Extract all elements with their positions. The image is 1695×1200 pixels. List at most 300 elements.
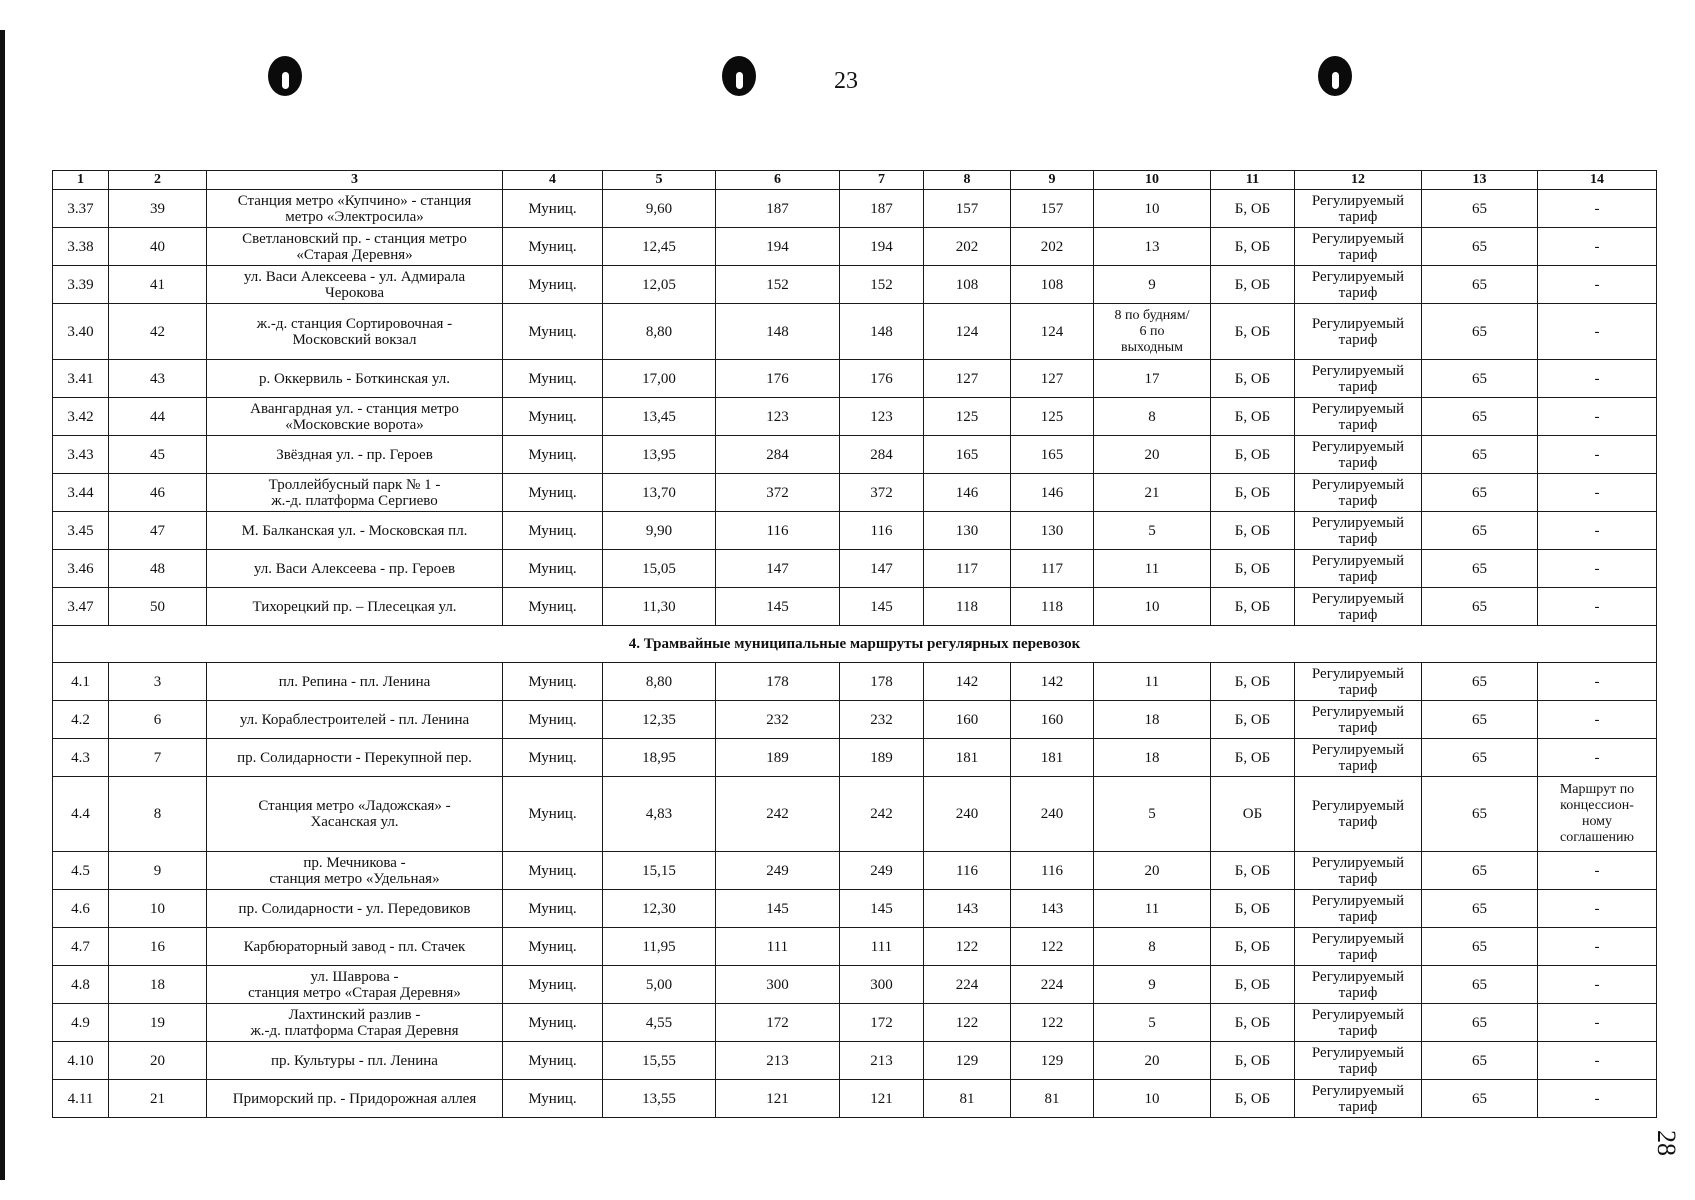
table-cell-col4: Муниц.: [503, 360, 603, 398]
table-cell-col1: 4.5: [53, 852, 109, 890]
table-cell-col5: 8,80: [603, 663, 716, 701]
punch-hole-icon: [268, 56, 302, 96]
table-cell-col7: 116: [840, 512, 924, 550]
cell-line: тариф: [1338, 284, 1378, 301]
table-cell-col6: 178: [716, 663, 840, 701]
table-cell-col13: 65: [1422, 360, 1538, 398]
table-row: [53, 550, 1657, 588]
table-cell-col2: 19: [109, 1004, 207, 1042]
table-cell-col5: 18,95: [603, 739, 716, 777]
table-cell-col7: 232: [840, 701, 924, 739]
cell-line: станция метро «Старая Деревня»: [248, 984, 461, 1001]
table-row: [53, 228, 1657, 266]
table-cell-col10: 18: [1094, 739, 1211, 777]
table-cell-col8: 181: [924, 739, 1011, 777]
table-cell-col7: 300: [840, 966, 924, 1004]
table-cell-col6: 145: [716, 890, 840, 928]
table-cell-col7: 145: [840, 588, 924, 626]
table-row: [53, 701, 1657, 739]
column-header: 8: [924, 171, 1011, 190]
table-cell-col5: 17,00: [603, 360, 716, 398]
table-cell-col1: 4.1: [53, 663, 109, 701]
column-header: 5: [603, 171, 716, 190]
table-cell-col13: 65: [1422, 739, 1538, 777]
table-cell-col6: 145: [716, 588, 840, 626]
table-cell-col9: 116: [1011, 852, 1094, 890]
cell-line: Звёздная ул. - пр. Героев: [276, 446, 433, 463]
table-cell-col10: 10: [1094, 1080, 1211, 1118]
cell-line: Регулируемый: [1311, 552, 1405, 569]
table-cell-col11: Б, ОБ: [1211, 436, 1295, 474]
table-cell-col5: 12,35: [603, 701, 716, 739]
table-cell-col8: 108: [924, 266, 1011, 304]
column-header: 10: [1094, 171, 1211, 190]
table-cell-col14: -: [1538, 739, 1657, 777]
table-cell-col5: 9,90: [603, 512, 716, 550]
table-cell-col9: 157: [1011, 190, 1094, 228]
table-cell-col6: 300: [716, 966, 840, 1004]
cell-line: тариф: [1338, 946, 1378, 963]
table-cell-col14: -: [1538, 663, 1657, 701]
table-cell-col6: 194: [716, 228, 840, 266]
table-cell-col1: 4.7: [53, 928, 109, 966]
table-cell-col2: 47: [109, 512, 207, 550]
cell-line: тариф: [1338, 492, 1378, 509]
cell-line: тариф: [1338, 568, 1378, 585]
table-cell-col10: 18: [1094, 701, 1211, 739]
table-cell-col9: 124: [1011, 304, 1094, 360]
table-cell-col8: 143: [924, 890, 1011, 928]
table-cell-col12: [1295, 890, 1422, 928]
table-cell-col13: 65: [1422, 701, 1538, 739]
table-cell-col11: Б, ОБ: [1211, 1042, 1295, 1080]
table-cell-col2: 50: [109, 588, 207, 626]
column-header: 2: [109, 171, 207, 190]
table-cell-col6: 147: [716, 550, 840, 588]
table-cell-col14: -: [1538, 701, 1657, 739]
table-cell-col8: 130: [924, 512, 1011, 550]
column-header: 6: [716, 171, 840, 190]
table-cell-col12: [1295, 398, 1422, 436]
table-cell-col6: 121: [716, 1080, 840, 1118]
table-cell-col4: Муниц.: [503, 739, 603, 777]
cell-line: Регулируемый: [1311, 192, 1405, 209]
column-header: 7: [840, 171, 924, 190]
table-cell-col4: Муниц.: [503, 190, 603, 228]
table-cell-col9: 117: [1011, 550, 1094, 588]
table-cell-col1: 3.43: [53, 436, 109, 474]
table-cell-col1: 4.10: [53, 1042, 109, 1080]
table-cell-col12: [1295, 928, 1422, 966]
table-cell-col8: 117: [924, 550, 1011, 588]
table-cell-col11: Б, ОБ: [1211, 966, 1295, 1004]
table-cell-col1: 3.37: [53, 190, 109, 228]
table-cell-col14: -: [1538, 928, 1657, 966]
table-cell-col2: 44: [109, 398, 207, 436]
table-cell-col8: 142: [924, 663, 1011, 701]
table-cell-col1: 3.44: [53, 474, 109, 512]
cell-line: концессион-: [1560, 798, 1634, 813]
table-cell-col10: [1094, 304, 1211, 360]
table-cell-col5: 12,45: [603, 228, 716, 266]
table-cell-col1: 4.6: [53, 890, 109, 928]
table-cell-col8: 146: [924, 474, 1011, 512]
table-cell-col4: Муниц.: [503, 512, 603, 550]
table-cell-col1: 4.11: [53, 1080, 109, 1118]
table-cell-col2: 46: [109, 474, 207, 512]
table-cell-col6: 372: [716, 474, 840, 512]
table-cell-col11: Б, ОБ: [1211, 474, 1295, 512]
table-cell-col8: 118: [924, 588, 1011, 626]
cell-line: Регулируемый: [1311, 703, 1405, 720]
table-row: [53, 1042, 1657, 1080]
table-cell-col1: 3.41: [53, 360, 109, 398]
table-cell-col13: 65: [1422, 512, 1538, 550]
table-cell-col2: 45: [109, 436, 207, 474]
table-cell-col12: [1295, 663, 1422, 701]
table-cell-col9: 181: [1011, 739, 1094, 777]
table-cell-col8: 157: [924, 190, 1011, 228]
table-cell-col9: 108: [1011, 266, 1094, 304]
table-cell-col14: -: [1538, 436, 1657, 474]
table-cell-col12: [1295, 739, 1422, 777]
table-cell-col10: 17: [1094, 360, 1211, 398]
table-cell-col2: 18: [109, 966, 207, 1004]
table-cell-col14: -: [1538, 266, 1657, 304]
table-cell-col13: 65: [1422, 550, 1538, 588]
table-cell-col2: 7: [109, 739, 207, 777]
table-row: [53, 890, 1657, 928]
cell-line: тариф: [1338, 416, 1378, 433]
table-cell-col2: 40: [109, 228, 207, 266]
cell-line: Регулируемый: [1311, 400, 1405, 417]
table-cell-col11: Б, ОБ: [1211, 228, 1295, 266]
table-cell-col11: Б, ОБ: [1211, 588, 1295, 626]
table-cell-col5: 13,55: [603, 1080, 716, 1118]
table-cell-col8: 122: [924, 928, 1011, 966]
table-cell-col4: Муниц.: [503, 701, 603, 739]
table-row: [53, 474, 1657, 512]
column-header: 11: [1211, 171, 1295, 190]
table-cell-col14: -: [1538, 228, 1657, 266]
table-cell-col3: [207, 777, 503, 852]
table-row: [53, 852, 1657, 890]
cell-line: тариф: [1338, 681, 1378, 698]
table-cell-col1: 3.42: [53, 398, 109, 436]
cell-line: выходным: [1121, 339, 1183, 355]
table-cell-col5: 13,95: [603, 436, 716, 474]
table-cell-col5: 12,05: [603, 266, 716, 304]
table-cell-col8: 122: [924, 1004, 1011, 1042]
table-cell-col10: 20: [1094, 436, 1211, 474]
table-cell-col5: 8,80: [603, 304, 716, 360]
table-cell-col6: 176: [716, 360, 840, 398]
table-cell-col13: 65: [1422, 663, 1538, 701]
cell-line: станция метро «Удельная»: [269, 870, 440, 887]
table-cell-col14: -: [1538, 1004, 1657, 1042]
table-cell-col11: Б, ОБ: [1211, 1080, 1295, 1118]
table-cell-col9: 81: [1011, 1080, 1094, 1118]
table-cell-col8: 124: [924, 304, 1011, 360]
table-row: [53, 436, 1657, 474]
cell-line: Регулируемый: [1311, 798, 1405, 814]
table-cell-col3: [207, 1080, 503, 1118]
scan-left-edge: [0, 30, 5, 1180]
table-cell-col10: 20: [1094, 852, 1211, 890]
cell-line: Регулируемый: [1311, 892, 1405, 909]
cell-line: пр. Солидарности - ул. Передовиков: [238, 900, 471, 917]
table-cell-col11: Б, ОБ: [1211, 928, 1295, 966]
table-cell-col2: 39: [109, 190, 207, 228]
table-cell-col5: 15,55: [603, 1042, 716, 1080]
table-cell-col5: 13,70: [603, 474, 716, 512]
table-cell-col1: 4.2: [53, 701, 109, 739]
table-cell-col3: [207, 890, 503, 928]
cell-line: Карбюраторный завод - пл. Стачек: [243, 938, 466, 955]
table-cell-col7: 242: [840, 777, 924, 852]
cell-line: тариф: [1338, 530, 1378, 547]
table-cell-col9: 202: [1011, 228, 1094, 266]
table-cell-col5: 13,45: [603, 398, 716, 436]
cell-line: р. Оккервиль - Боткинская ул.: [258, 370, 451, 387]
table-cell-col4: Муниц.: [503, 398, 603, 436]
cell-line: 8 по будням/: [1114, 307, 1190, 323]
section-header-row: [53, 626, 1657, 663]
table-cell-col6: 213: [716, 1042, 840, 1080]
table-cell-col4: Муниц.: [503, 1080, 603, 1118]
cell-line: ул. Васи Алексеева - пр. Героев: [253, 560, 456, 577]
table-row: [53, 512, 1657, 550]
table-cell-col3: [207, 550, 503, 588]
table-cell-col8: 224: [924, 966, 1011, 1004]
cell-line: Приморский пр. - Придорожная аллея: [232, 1090, 477, 1107]
table-cell-col10: 5: [1094, 777, 1211, 852]
table-cell-col10: 11: [1094, 890, 1211, 928]
table-cell-col2: 20: [109, 1042, 207, 1080]
table-cell-col7: 189: [840, 739, 924, 777]
table-cell-col7: 121: [840, 1080, 924, 1118]
table-cell-col11: Б, ОБ: [1211, 852, 1295, 890]
table-cell-col4: Муниц.: [503, 1004, 603, 1042]
table-cell-col1: 3.45: [53, 512, 109, 550]
table-cell-col3: [207, 588, 503, 626]
table-cell-col1: 3.38: [53, 228, 109, 266]
table-cell-col11: Б, ОБ: [1211, 512, 1295, 550]
cell-line: тариф: [1338, 606, 1378, 623]
table-cell-col7: 249: [840, 852, 924, 890]
table-cell-col9: 142: [1011, 663, 1094, 701]
table-cell-col11: Б, ОБ: [1211, 701, 1295, 739]
table-cell-col11: Б, ОБ: [1211, 266, 1295, 304]
cell-line: тариф: [1338, 870, 1378, 887]
table-cell-col7: 284: [840, 436, 924, 474]
table-row: [53, 663, 1657, 701]
cell-line: Регулируемый: [1311, 854, 1405, 871]
table-cell-col3: [207, 1004, 503, 1042]
table-cell-col14: [1538, 777, 1657, 852]
table-cell-col13: 65: [1422, 1080, 1538, 1118]
cell-line: пр. Культуры - пл. Ленина: [271, 1052, 438, 1069]
table-cell-col1: 3.47: [53, 588, 109, 626]
table-cell-col13: 65: [1422, 474, 1538, 512]
table-cell-col13: 65: [1422, 190, 1538, 228]
table-cell-col1: 3.40: [53, 304, 109, 360]
cell-line: ул. Шаврова -: [310, 968, 399, 985]
column-number-row: [53, 171, 1657, 190]
cell-line: Регулируемый: [1311, 968, 1405, 985]
table-cell-col10: 10: [1094, 588, 1211, 626]
table-cell-col13: 65: [1422, 588, 1538, 626]
cell-line: пл. Репина - пл. Ленина: [278, 673, 431, 690]
table-cell-col5: 4,55: [603, 1004, 716, 1042]
table-cell-col7: 194: [840, 228, 924, 266]
table-cell-col2: 8: [109, 777, 207, 852]
table-cell-col10: 8: [1094, 398, 1211, 436]
table-cell-col13: 65: [1422, 966, 1538, 1004]
table-cell-col2: 9: [109, 852, 207, 890]
cell-line: ул. Васи Алексеева - ул. Адмирала: [243, 268, 466, 285]
table-cell-col11: Б, ОБ: [1211, 550, 1295, 588]
table-cell-col14: -: [1538, 304, 1657, 360]
table-row: [53, 398, 1657, 436]
table-cell-col9: 240: [1011, 777, 1094, 852]
table-cell-col14: -: [1538, 550, 1657, 588]
table-cell-col10: 11: [1094, 550, 1211, 588]
cell-line: Регулируемый: [1311, 1006, 1405, 1023]
table-cell-col5: 15,05: [603, 550, 716, 588]
table-row: [53, 739, 1657, 777]
table-cell-col7: 111: [840, 928, 924, 966]
table-cell-col2: 3: [109, 663, 207, 701]
table-cell-col7: 148: [840, 304, 924, 360]
table-cell-col10: 13: [1094, 228, 1211, 266]
table-cell-col8: 129: [924, 1042, 1011, 1080]
table-cell-col7: 172: [840, 1004, 924, 1042]
table-cell-col1: 3.46: [53, 550, 109, 588]
table-cell-col5: 5,00: [603, 966, 716, 1004]
table-cell-col12: [1295, 512, 1422, 550]
table-cell-col12: [1295, 304, 1422, 360]
cell-line: тариф: [1338, 331, 1378, 348]
table-cell-col12: [1295, 436, 1422, 474]
table-cell-col6: 249: [716, 852, 840, 890]
table-cell-col10: 9: [1094, 266, 1211, 304]
table-cell-col12: [1295, 360, 1422, 398]
punch-hole-icon: [1318, 56, 1352, 96]
table-cell-col2: 21: [109, 1080, 207, 1118]
table-cell-col4: Муниц.: [503, 663, 603, 701]
table-cell-col4: Муниц.: [503, 777, 603, 852]
table-cell-col5: 12,30: [603, 890, 716, 928]
table-cell-col4: Муниц.: [503, 852, 603, 890]
table-cell-col4: Муниц.: [503, 474, 603, 512]
table-cell-col10: 5: [1094, 1004, 1211, 1042]
table-cell-col4: Муниц.: [503, 588, 603, 626]
cell-line: Светлановский пр. - станция метро: [242, 230, 467, 247]
cell-line: тариф: [1338, 757, 1378, 774]
table-cell-col13: 65: [1422, 1004, 1538, 1042]
table-cell-col8: 127: [924, 360, 1011, 398]
table-cell-col7: 372: [840, 474, 924, 512]
cell-line: Регулируемый: [1311, 1082, 1405, 1099]
table-cell-col4: Муниц.: [503, 304, 603, 360]
table-cell-col13: 65: [1422, 928, 1538, 966]
table-cell-col12: [1295, 474, 1422, 512]
cell-line: тариф: [1338, 208, 1378, 225]
cell-line: Лахтинский разлив -: [288, 1006, 421, 1023]
table-cell-col6: 172: [716, 1004, 840, 1042]
table-cell-col14: -: [1538, 1080, 1657, 1118]
column-header: 1: [53, 171, 109, 190]
cell-line: Станция метро «Ладожская» -: [258, 798, 451, 814]
table-cell-col9: 146: [1011, 474, 1094, 512]
table-cell-col5: 9,60: [603, 190, 716, 228]
table-cell-col6: 148: [716, 304, 840, 360]
cell-line: пр. Мечникова -: [303, 854, 406, 871]
table-cell-col4: Муниц.: [503, 928, 603, 966]
cell-line: тариф: [1338, 378, 1378, 395]
table-cell-col3: [207, 266, 503, 304]
table-cell-col5: 11,95: [603, 928, 716, 966]
cell-line: Регулируемый: [1311, 741, 1405, 758]
table-cell-col8: 125: [924, 398, 1011, 436]
table-cell-col13: 65: [1422, 228, 1538, 266]
column-header: 14: [1538, 171, 1657, 190]
table-cell-col13: 65: [1422, 304, 1538, 360]
table-cell-col10: 10: [1094, 190, 1211, 228]
cell-line: тариф: [1338, 1022, 1378, 1039]
table-cell-col9: 143: [1011, 890, 1094, 928]
table-cell-col9: 125: [1011, 398, 1094, 436]
table-row: [53, 928, 1657, 966]
table-cell-col14: -: [1538, 190, 1657, 228]
table-cell-col7: 145: [840, 890, 924, 928]
table-cell-col3: [207, 966, 503, 1004]
cell-line: Регулируемый: [1311, 268, 1405, 285]
cell-line: Хасанская ул.: [310, 814, 399, 830]
table-cell-col9: 165: [1011, 436, 1094, 474]
table-cell-col4: Муниц.: [503, 436, 603, 474]
table-cell-col13: 65: [1422, 266, 1538, 304]
table-cell-col3: [207, 436, 503, 474]
table-cell-col14: -: [1538, 966, 1657, 1004]
table-cell-col5: 15,15: [603, 852, 716, 890]
cell-line: тариф: [1338, 454, 1378, 471]
table-cell-col10: 8: [1094, 928, 1211, 966]
table-cell-col14: -: [1538, 474, 1657, 512]
table-cell-col1: 4.3: [53, 739, 109, 777]
table-cell-col13: 65: [1422, 777, 1538, 852]
cell-line: ж.-д. платформа Сергиево: [271, 492, 438, 509]
cell-line: тариф: [1338, 814, 1378, 830]
table-cell-col9: 160: [1011, 701, 1094, 739]
column-header: 3: [207, 171, 503, 190]
column-header: 9: [1011, 171, 1094, 190]
table-cell-col11: Б, ОБ: [1211, 663, 1295, 701]
table-cell-col11: Б, ОБ: [1211, 360, 1295, 398]
table-cell-col7: 213: [840, 1042, 924, 1080]
table-body: [53, 190, 1657, 1118]
table-cell-col12: [1295, 1004, 1422, 1042]
cell-line: «Московские ворота»: [285, 416, 424, 433]
cell-line: тариф: [1338, 984, 1378, 1001]
cell-line: тариф: [1338, 1098, 1378, 1115]
cell-line: пр. Солидарности - Перекупной пер.: [237, 749, 472, 766]
table-cell-col12: [1295, 550, 1422, 588]
cell-line: соглашению: [1560, 830, 1634, 845]
table-cell-col3: [207, 1042, 503, 1080]
table-row: [53, 966, 1657, 1004]
